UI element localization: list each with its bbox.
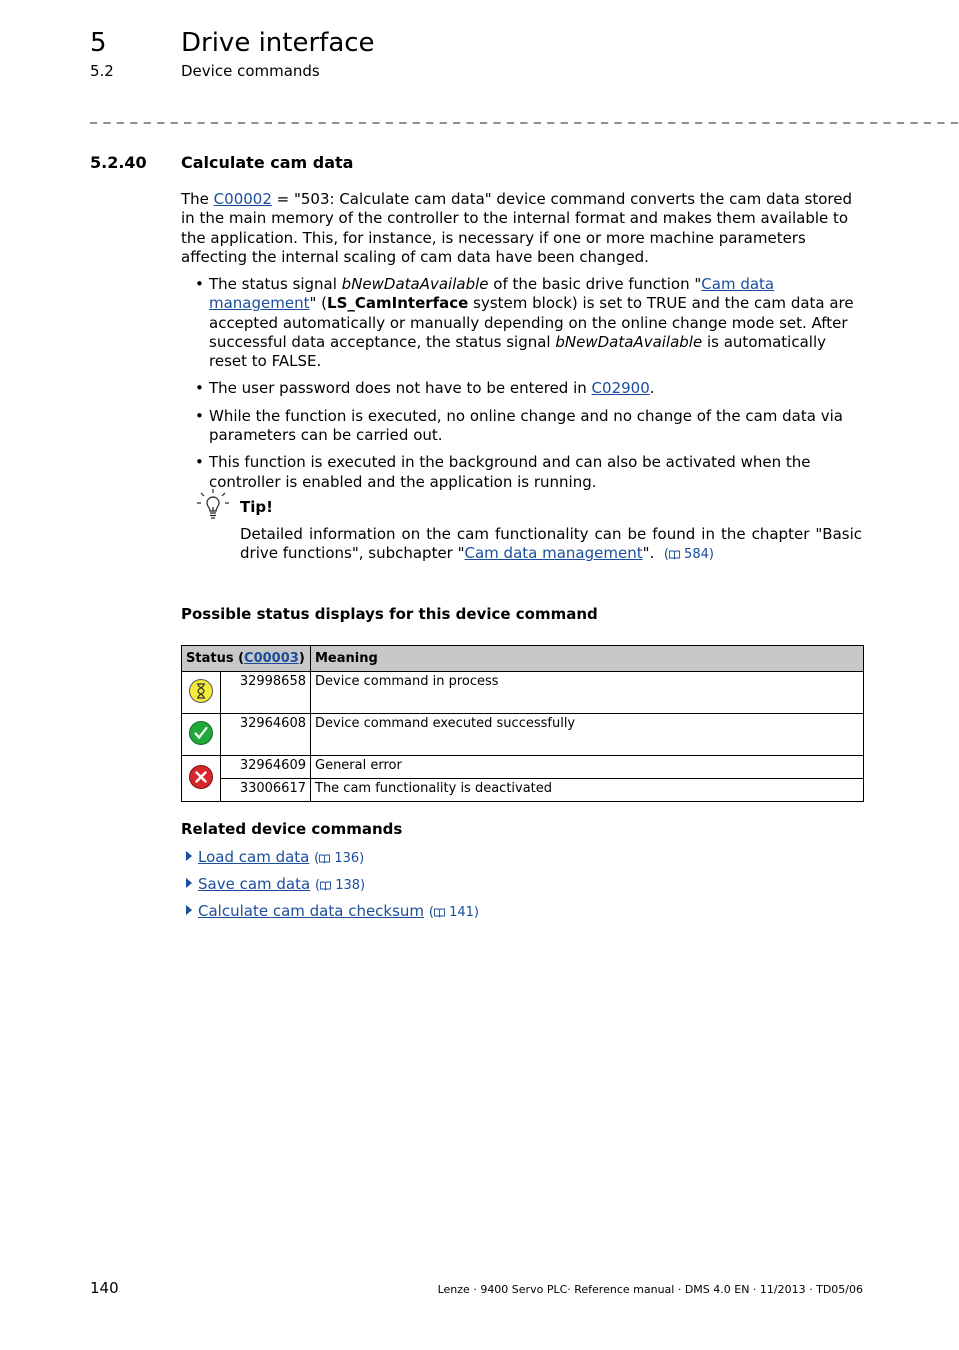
text: of the basic drive function " — [488, 275, 702, 293]
status-code: 33006617 — [221, 779, 311, 802]
status-code: 32998658 — [221, 672, 311, 714]
col-status — [182, 646, 311, 672]
section-number: 5.2 — [90, 62, 114, 80]
bullet-list — [181, 275, 863, 500]
book-icon — [434, 908, 445, 917]
text: system block) is set to TRUE and the cam data are accepted automatically or manually depending on the online change mode set. After successful data acceptance, the status signal — [209, 294, 854, 351]
intro-text-cont: = "503: Calculate cam data" device command converts the cam data stored in the main memory of the controller to the internal format and makes them available to the application. This, for instance, is necessary if one or more machine parameters affecting the internal scaling of cam data have been changed. — [181, 190, 852, 266]
ref-open: ( — [428, 905, 434, 920]
text: " ( — [309, 294, 328, 313]
check-icon — [182, 714, 221, 756]
ref-page: 138) — [335, 878, 366, 893]
header-separator: _ _ _ _ _ _ _ _ _ _ _ _ _ _ _ _ _ _ _ _ _ _ _ _ _ _ _ _ _ _ _ _ _ _ _ _ _ _ _ _ _ _ _ _ _ _ _ _ _ _ _ _ _ _ _ _ _ _ _ _ _ _ _ _ _ — [90, 108, 959, 124]
status-meaning: General error — [311, 756, 864, 779]
table-row — [182, 756, 864, 779]
chapter-title: Drive interface — [181, 28, 375, 58]
link-cam-data-management[interactable]: Cam data management — [209, 275, 775, 313]
related-link[interactable]: Calculate cam data checksum — [198, 902, 425, 920]
subsection-number: 5.2.40 — [90, 153, 147, 172]
link-c00003[interactable]: C00003 — [244, 651, 299, 666]
link-c00002[interactable]: C00002 — [213, 190, 272, 208]
table-row — [182, 779, 864, 802]
block-name: LS_CamInterface — [327, 294, 469, 313]
book-icon — [319, 854, 330, 863]
signal-name: bNewDataAvailable — [555, 332, 703, 351]
book-icon — [669, 550, 680, 559]
tip-label: Tip! — [240, 498, 273, 516]
page-ref[interactable] — [664, 547, 714, 562]
triangle-right-icon — [186, 851, 192, 861]
lightbulb-icon — [196, 488, 230, 522]
status-code: 32964608 — [221, 714, 311, 756]
bullet-item: • The user password does not have to be entered in C02900. — [195, 379, 655, 398]
status-meaning: Device command executed successfully — [311, 714, 864, 756]
text: ". — [642, 544, 655, 563]
related-link[interactable]: Save cam data — [198, 875, 311, 893]
related-link[interactable]: Load cam data — [198, 848, 310, 866]
page-number: 140 — [90, 1279, 119, 1297]
error-icon — [182, 756, 221, 802]
text: Status ( — [186, 651, 245, 666]
status-meaning: Device command in process — [311, 672, 864, 714]
table-row — [182, 672, 864, 714]
table-row — [182, 714, 864, 756]
ref-page: 136) — [334, 851, 365, 866]
footer-text: Lenze · 9400 Servo PLC· Reference manual · DMS 4.0 EN · 11/2013 · TD05/06 — [437, 1283, 863, 1296]
status-meaning: The cam functionality is deactivated — [311, 779, 864, 802]
subsection-title: Calculate cam data — [181, 153, 354, 172]
col-meaning: Meaning — [311, 646, 864, 672]
ref-page: 141) — [449, 905, 479, 920]
page-ref[interactable] — [314, 851, 364, 866]
text: The user password does not have to be entered in — [209, 379, 592, 398]
intro-paragraph — [181, 190, 863, 267]
triangle-right-icon — [186, 905, 192, 915]
section-title: Device commands — [181, 62, 320, 80]
link-cam-data-management-tip[interactable]: Cam data management — [464, 544, 643, 563]
text: While the function is executed, no online change and no change of the cam data via parameters can be carried out. — [209, 406, 843, 445]
related-item-save-cam-data[interactable] — [186, 875, 365, 893]
text: ) — [298, 651, 305, 666]
text: Detailed information on the cam functionality can be found in the chapter "Basic drive functions", subchapter " — [240, 525, 862, 563]
intro-text: The — [181, 190, 214, 208]
book-icon — [320, 881, 331, 890]
related-item-load-cam-data[interactable] — [186, 848, 364, 866]
status-table — [181, 645, 864, 802]
text: . — [649, 379, 655, 398]
text: This function is executed in the background and can also be activated when the controller is enabled and the application is running. — [209, 453, 811, 491]
text: The status signal — [209, 275, 342, 293]
signal-name: bNewDataAvailable — [341, 275, 489, 293]
page-ref[interactable] — [429, 905, 479, 920]
bullet-item: • While the function is executed, no online change and no change of the cam data via parameters can be carried out. — [195, 406, 843, 445]
bullet-item: • The status signal bNewDataAvailable of the basic drive function "Cam data management" (LS_CamInterface system block) is set to TRUE and the cam data are accepted automatically or manually depending on the online change mode set. After successful data acceptance, the status signal bNewDataAvailable is automatically reset to FALSE. — [195, 275, 854, 371]
page-ref[interactable] — [315, 878, 365, 893]
text: is automatically reset to FALSE. — [209, 332, 826, 371]
ref-page: 584) — [684, 547, 714, 563]
status-heading: Possible status displays for this device command — [181, 605, 598, 623]
related-heading: Related device commands — [181, 820, 403, 838]
bullet-item: • This function is executed in the background and can also be activated when the controller is enabled and the application is running. — [195, 453, 811, 491]
related-item-calc-checksum[interactable] — [186, 902, 479, 920]
triangle-right-icon — [186, 878, 192, 888]
status-code: 32964609 — [221, 756, 311, 779]
tip-text — [240, 525, 862, 565]
table-header-row — [182, 646, 864, 672]
chapter-number: 5 — [90, 28, 107, 58]
hourglass-icon — [182, 672, 221, 714]
ref-open: ( — [663, 547, 669, 563]
link-c02900[interactable]: C02900 — [591, 379, 650, 398]
ref-open: ( — [314, 878, 321, 893]
ref-open: ( — [314, 851, 320, 866]
